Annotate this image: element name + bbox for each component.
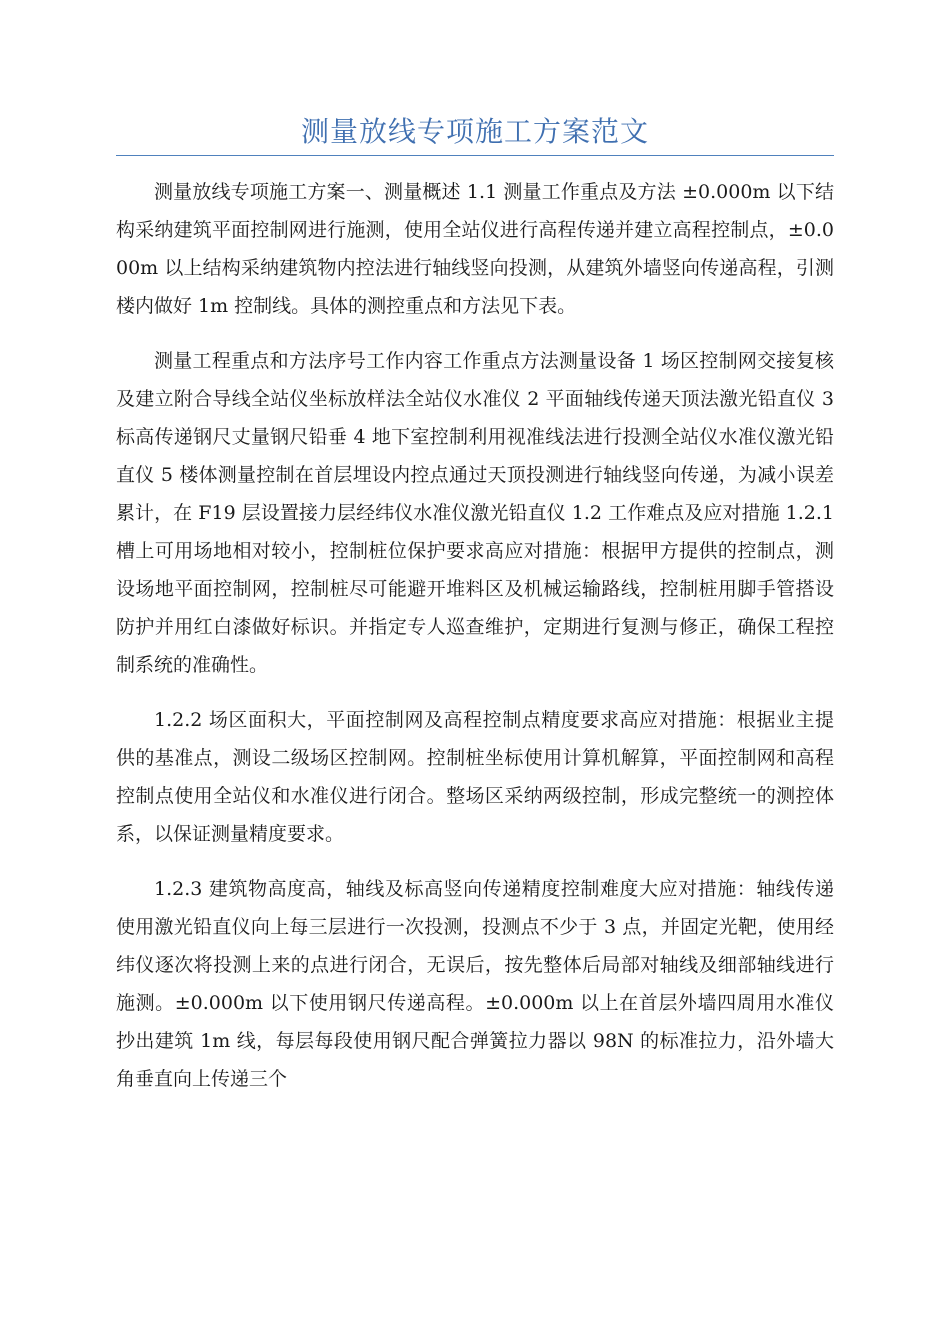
paragraph-1: 测量放线专项施工方案一、测量概述 1.1 测量工作重点及方法 ±0.000m 以下结构采纳建筑平面控制网进行施测，使用全站仪进行高程传递并建立高程控制点，±0.000m 以上结构采纳建筑物内控法进行轴线竖向投测，从建筑外墙竖向传递高程，引测楼内做好 1m 控制线。具体的测控重点和方法见下表。 <box>116 181 834 317</box>
paragraph-2: 测量工程重点和方法序号工作内容工作重点方法测量设备 1 场区控制网交接复核及建立附合导线全站仪坐标放样法全站仪水准仪 2 平面轴线传递天顶法激光铅直仪 3 标高传递钢尺丈量钢尺铅垂 4 地下室控制利用视准线法进行投测全站仪水准仪激光铅直仪 5 楼体测量控制在首层埋设内控点通过天顶投测进行轴线竖向传递，为减小误差累计，在 F19 层设置接力层经纬仪水准仪激光铅直仪 1.2 工作难点及应对措施 1.2.1 槽上可用场地相对较小，控制桩位保护要求高应对措施：根据甲方提供的控制点，测设场地平面控制网，控制桩尽可能避开堆料区及机械运输路线，控制桩用脚手管搭设防护并用红白漆做好标识。并指定专人巡查维护，定期进行复测与修正，确保工程控制系统的准确性。 <box>116 350 834 676</box>
paragraph-3: 1.2.2 场区面积大，平面控制网及高程控制点精度要求高应对措施：根据业主提供的基准点，测设二级场区控制网。控制桩坐标使用计算机解算，平面控制网和高程控制点使用全站仪和水准仪进行闭合。整场区采纳两级控制，形成完整统一的测控体系，以保证测量精度要求。 <box>116 709 834 845</box>
paragraph-4: 1.2.3 建筑物高度高，轴线及标高竖向传递精度控制难度大应对措施：轴线传递使用激光铅直仪向上每三层进行一次投测，投测点不少于 3 点，并固定光靶，使用经纬仪逐次将投测上来的点进行闭合，无误后，按先整体后局部对轴线及细部轴线进行施测。±0.000m 以下使用钢尺传递高程。±0.000m 以上在首层外墙四周用水准仪抄出建筑 1m 线，每层每段使用钢尺配合弹簧拉力器以 98N 的标准拉力，沿外墙大角垂直向上传递三个 <box>116 878 834 1090</box>
document-title: 测量放线专项施工方案范文 <box>300 115 649 148</box>
title-underline <box>116 155 834 156</box>
document-body <box>116 173 834 1115</box>
